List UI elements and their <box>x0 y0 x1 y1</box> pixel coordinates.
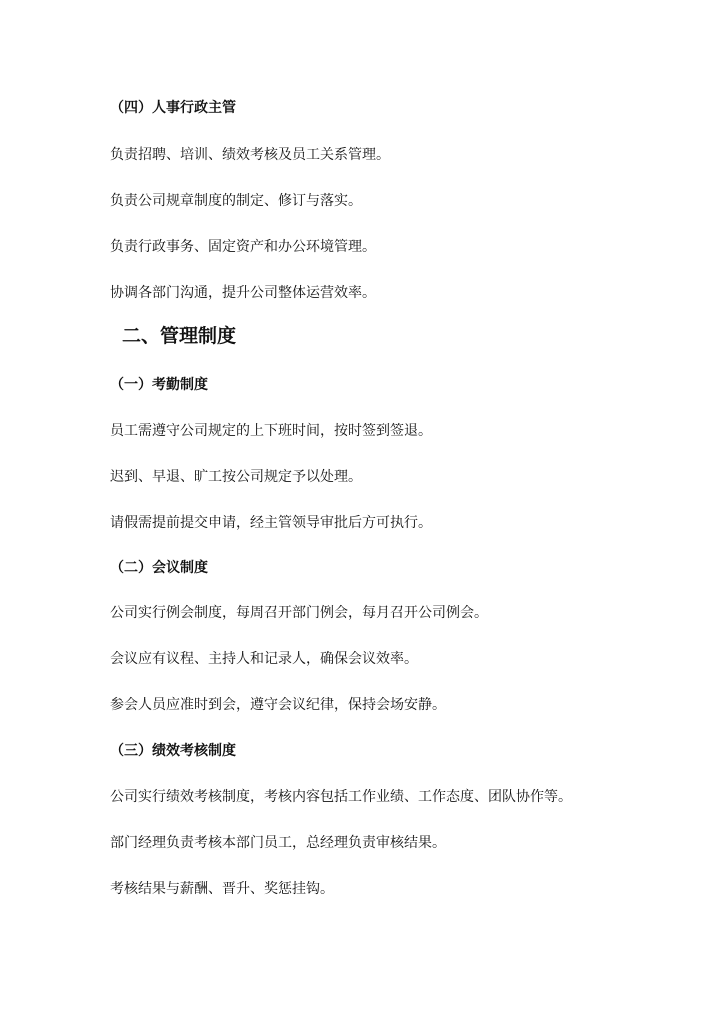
paragraph: 员工需遵守公司规定的上下班时间，按时签到签退。 <box>110 423 432 439</box>
paragraph: 会议应有议程、主持人和记录人，确保会议效率。 <box>110 651 418 667</box>
paragraph: 参会人员应准时到会，遵守会议纪律，保持会场安静。 <box>110 697 446 713</box>
subsection-heading-hr-admin-supervisor: （四）人事行政主管 <box>110 100 236 116</box>
paragraph: 公司实行例会制度，每周召开部门例会，每月召开公司例会。 <box>110 605 488 621</box>
paragraph: 部门经理负责考核本部门员工，总经理负责审核结果。 <box>110 835 446 851</box>
paragraph: 负责招聘、培训、绩效考核及员工关系管理。 <box>110 147 390 163</box>
paragraph: 迟到、早退、旷工按公司规定予以处理。 <box>110 469 362 485</box>
paragraph: 负责行政事务、固定资产和办公环境管理。 <box>110 239 376 255</box>
paragraph: 协调各部门沟通，提升公司整体运营效率。 <box>110 285 376 301</box>
paragraph: 负责公司规章制度的制定、修订与落实。 <box>110 193 362 209</box>
subsection-heading-meeting: （二）会议制度 <box>110 560 208 576</box>
paragraph: 考核结果与薪酬、晋升、奖惩挂钩。 <box>110 881 334 897</box>
paragraph: 公司实行绩效考核制度，考核内容包括工作业绩、工作态度、团队协作等。 <box>110 789 572 805</box>
paragraph: 请假需提前提交申请，经主管领导审批后方可执行。 <box>110 515 432 531</box>
subsection-heading-attendance: （一）考勤制度 <box>110 377 208 393</box>
section-title-management-system: 二、管理制度 <box>122 325 237 347</box>
subsection-heading-performance: （三）绩效考核制度 <box>110 743 236 759</box>
